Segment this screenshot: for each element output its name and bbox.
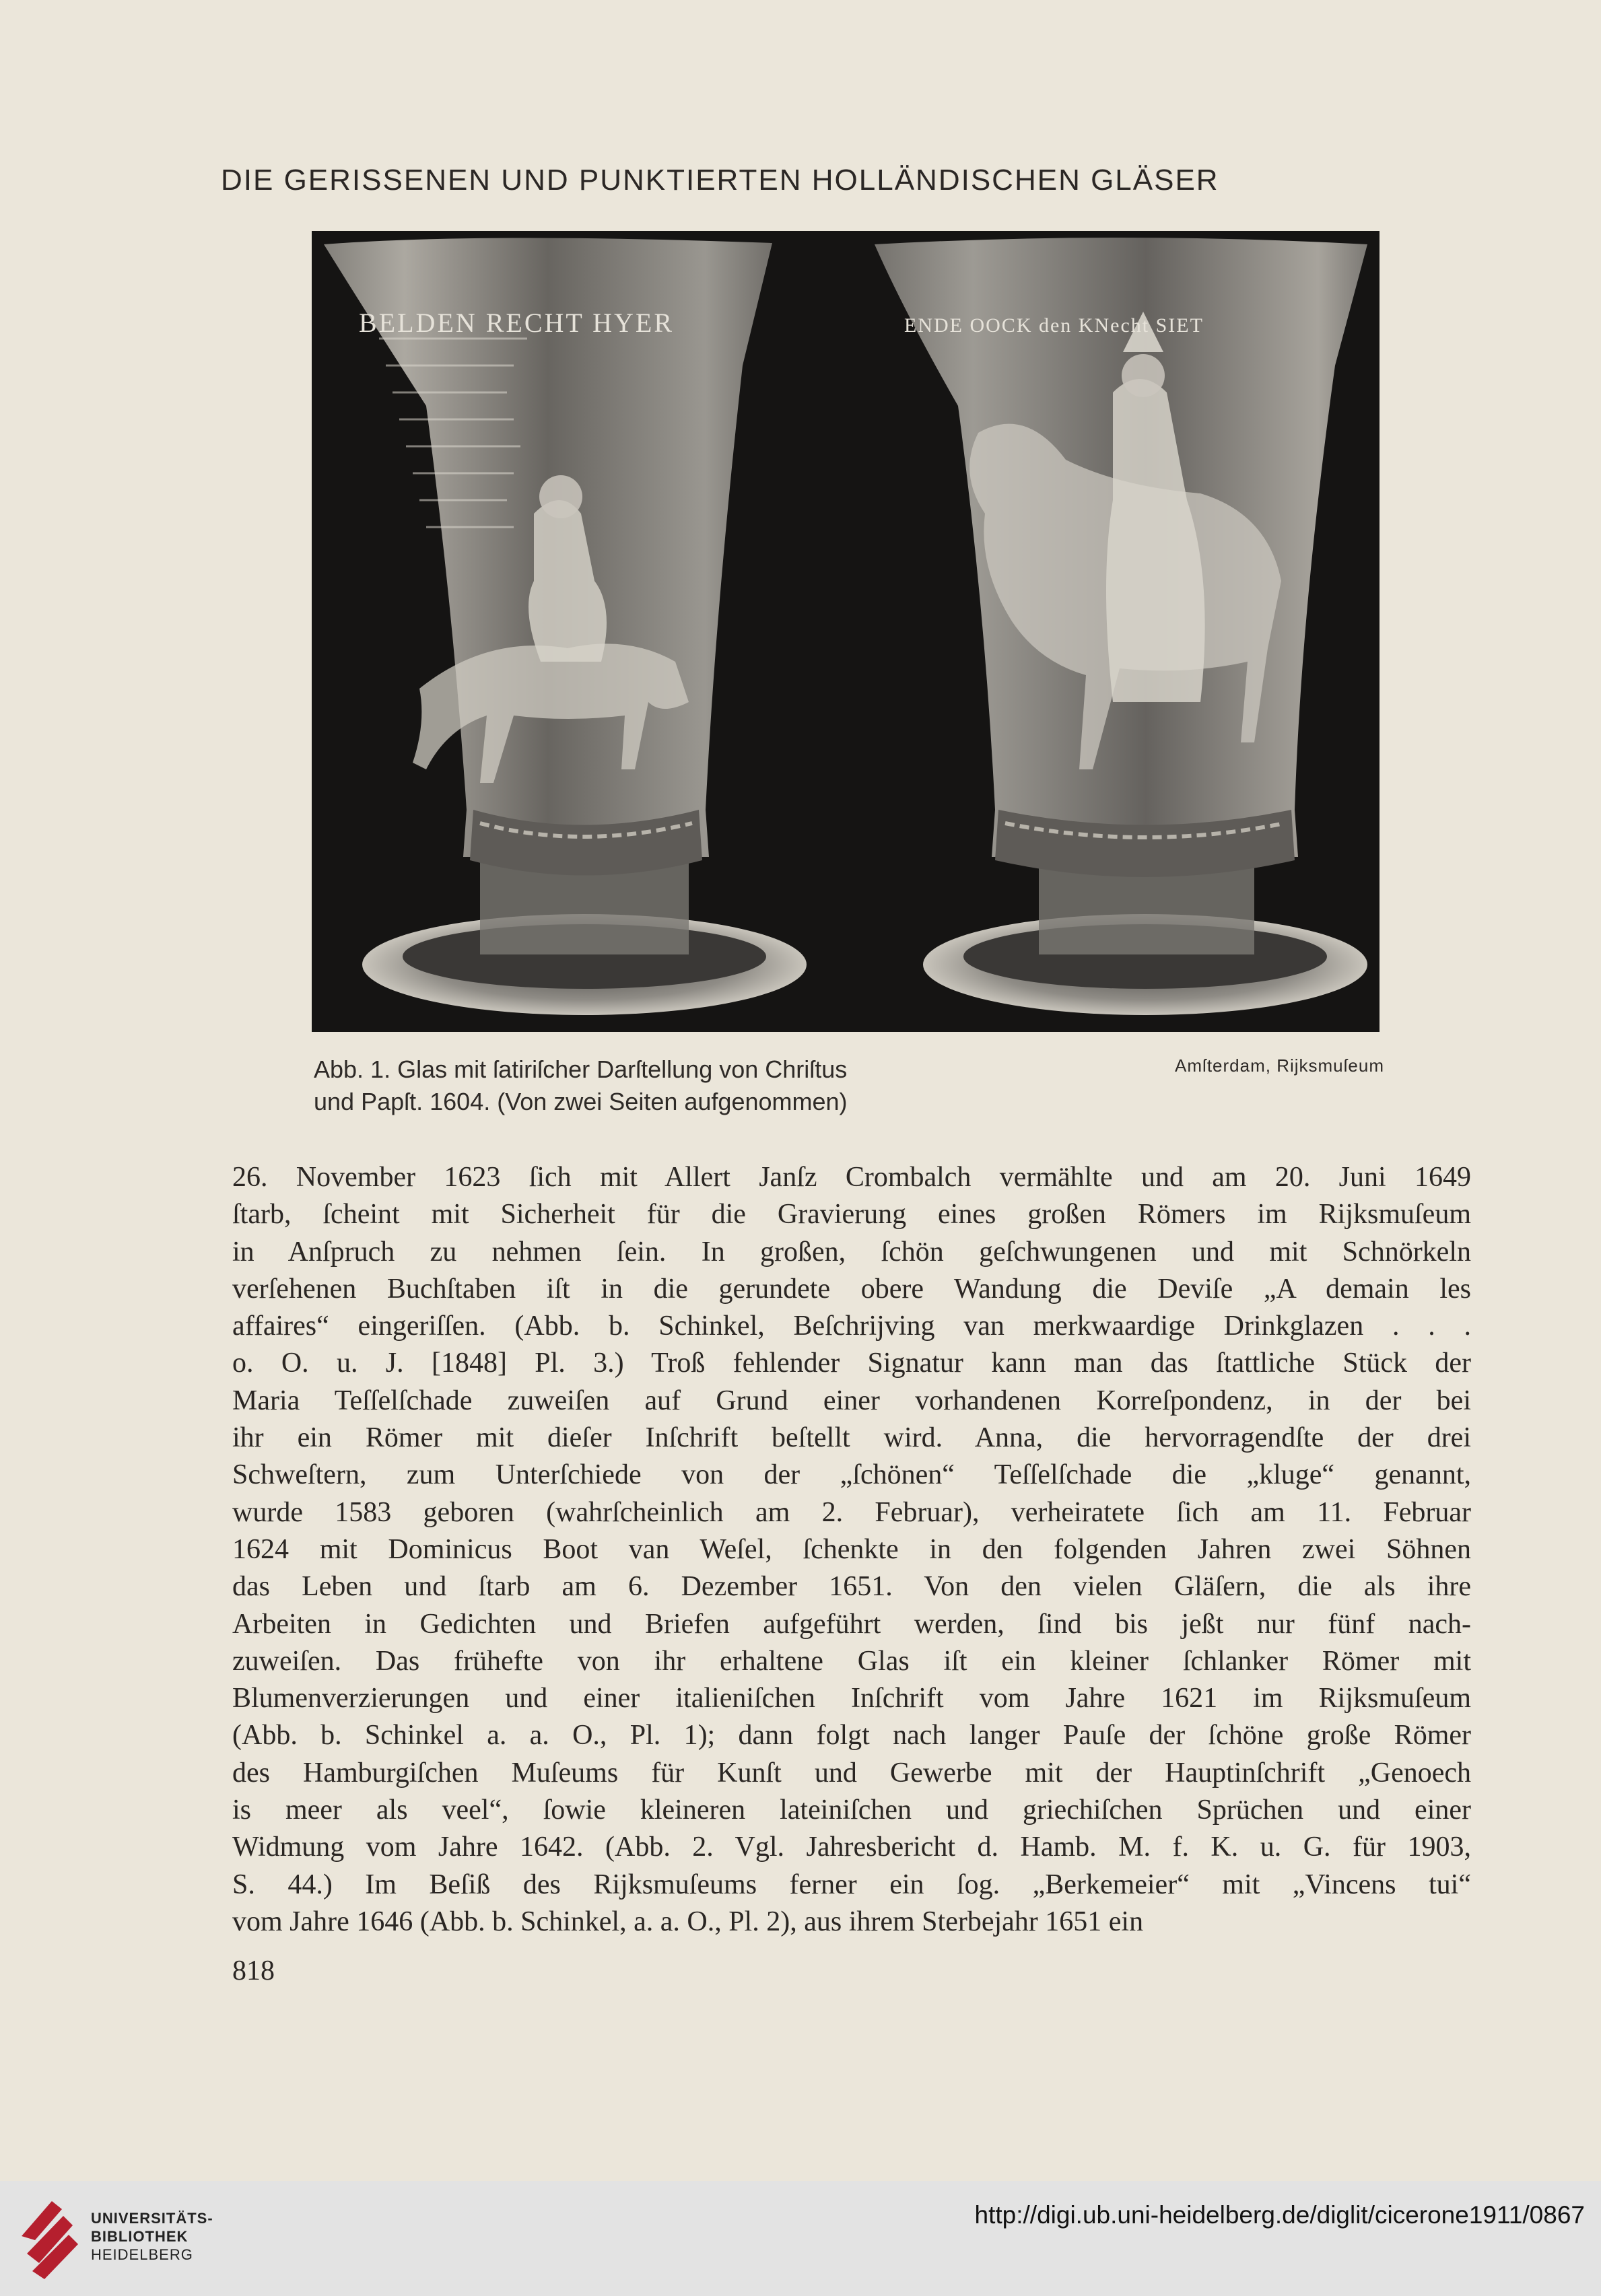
text-line: 26. November 1623 ſich mit Allert Janſz Crombalch vermählte und am 20. Juni 1649 — [232, 1162, 1471, 1193]
library-name-line: UNIVERSITÄTS- — [91, 2210, 213, 2227]
left-glass-inscription: BELDEN RECHT HYER — [359, 308, 675, 338]
text-line: verſehenen Buchſtaben iſt in die gerundete obere Wandung die Deviſe „A demain les — [232, 1273, 1471, 1304]
text-line: vom Jahre 1646 (Abb. b. Schinkel, a. a. O., Pl. 2), aus ihrem Sterbejahr 1651 ein — [232, 1906, 1144, 1937]
text-line: ſtarb, ſcheint mit Sicherheit für die Gravierung eines großen Römers im Rijksmuſeum — [232, 1199, 1471, 1230]
text-line: Widmung vom Jahre 1642. (Abb. 2. Vgl. Jahresbericht d. Hamb. M. f. K. u. G. für 1903, — [232, 1832, 1471, 1863]
text-line: S. 44.) Im Beſiß des Rijksmuſeums ferner ein ſog. „Berkemeier“ mit „Vincens tui“ — [232, 1869, 1471, 1900]
library-name-line: BIBLIOTHEK — [91, 2228, 189, 2245]
text-line: o. O. u. J. [1848] Pl. 3.) Troß fehlender Signatur kann man das ſtattliche Stück der — [232, 1348, 1471, 1379]
text-line: des Hamburgiſchen Muſeums für Kunſt und Gewerbe mit der Hauptinſchrift „Genoech — [232, 1757, 1471, 1788]
right-glass-inscription: ENDE OOCK den KNecht SIET — [904, 314, 1204, 337]
text-line: das Leben und ſtarb am 6. Dezember 1651. Von den vielen Gläſern, die als ihre — [232, 1571, 1471, 1603]
figure-caption — [314, 1053, 1122, 1118]
figure-caption-line: und Papſt. 1604. (Von zwei Seiten aufgenommen) — [314, 1088, 848, 1115]
page-number: 818 — [232, 1955, 275, 1986]
figure-caption-line: Abb. 1. Glas mit ſatiriſcher Darſtellung von Chriſtus — [314, 1055, 848, 1083]
text-line: Maria Teſſelſchade zuweiſen auf Grund einer vorhandenen Korreſpondenz, in der bei — [232, 1385, 1471, 1416]
library-logo-icon — [15, 2196, 82, 2281]
text-line: is meer als veel“, ſowie kleineren lateiniſchen und griechiſchen Sprüchen und einer — [232, 1795, 1471, 1826]
library-name-line: HEIDELBERG — [91, 2246, 193, 2263]
library-name — [91, 2209, 213, 2264]
footer-bar — [0, 2181, 1601, 2296]
text-line: Arbeiten in Gedichten und Briefen aufgeführt werden, ſind bis jeßt nur fünf nach- — [232, 1608, 1471, 1640]
figure-credit: Amſterdam, Rijksmuſeum — [1175, 1055, 1384, 1076]
text-line: in Anſpruch zu nehmen ſein. In großen, ſchön geſchwungenen und mit Schnörkeln — [232, 1236, 1471, 1267]
text-line: zuweiſen. Das frühefte von ihr erhaltene Glas iſt ein kleiner ſchlanker Römer mit — [232, 1645, 1471, 1677]
text-line: affaires“ eingeriſſen. (Abb. b. Schinkel, Beſchrijving van merkwaardige Drinkglazen . . . — [232, 1311, 1471, 1342]
source-url-link[interactable]: http://digi.ub.uni-heidelberg.de/diglit/cicerone1911/0867 — [974, 2201, 1585, 2229]
text-line: (Abb. b. Schinkel a. a. O., Pl. 1); dann folgt nach langer Pauſe der ſchöne große Römer — [232, 1720, 1471, 1751]
text-line: Blumenverzierungen und einer italieniſchen Inſchrift vom Jahre 1621 im Rijksmuſeum — [232, 1683, 1471, 1714]
figure-photo-two-glasses — [312, 231, 1379, 1032]
text-line: 1624 mit Dominicus Boot van Weſel, ſchenkte in den folgenden Jahren zwei Söhnen — [232, 1533, 1471, 1565]
running-header: DIE GERISSENEN UND PUNKTIERTEN HOLLÄNDISCHEN GLÄSER — [221, 164, 1219, 197]
text-line: Schweſtern, zum Unterſchiede von der „ſchönen“ Teſſelſchade die „kluge“ genannt, — [232, 1459, 1471, 1491]
body-text — [232, 1159, 1471, 1941]
text-line: wurde 1583 geboren (wahrſcheinlich am 2. Februar), verheiratete ſich am 11. Februar — [232, 1496, 1471, 1528]
text-line: ihr ein Römer mit dieſer Inſchrift beſtellt wird. Anna, die hervorragendſte der drei — [232, 1422, 1471, 1454]
